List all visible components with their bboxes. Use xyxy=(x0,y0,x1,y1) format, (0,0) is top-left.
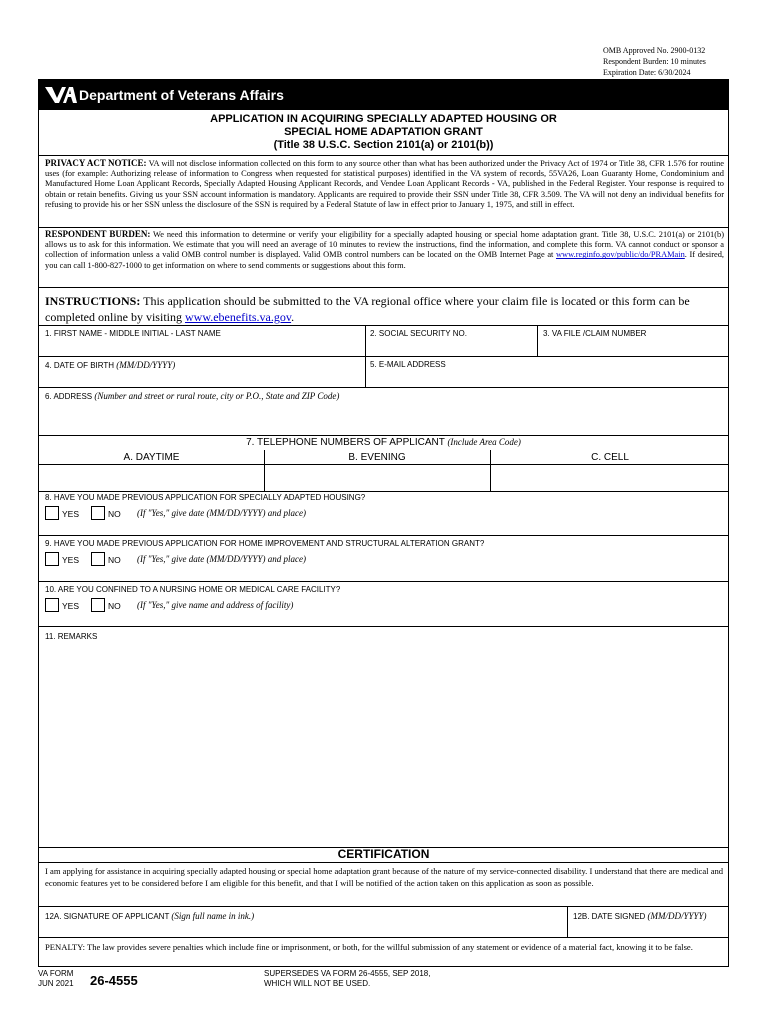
ebenefits-link[interactable]: www.ebenefits.va.gov xyxy=(184,310,292,324)
q9-hint: (If "Yes," give date (MM/DD/YYYY) and place) xyxy=(137,554,306,564)
divider xyxy=(39,906,728,907)
signature-field[interactable] xyxy=(45,911,254,921)
cell-phone-field[interactable]: C. CELL xyxy=(591,452,629,463)
email-field[interactable]: 5. E-MAIL ADDRESS xyxy=(370,360,446,369)
omb-approved: OMB Approved No. 2900-0132 xyxy=(603,46,706,55)
omb-info xyxy=(603,45,706,78)
q8-yes-checkbox[interactable] xyxy=(45,506,59,520)
divider xyxy=(537,325,538,356)
date-signed-field[interactable] xyxy=(573,911,707,921)
supersedes-line-2: WHICH WILL NOT BE USED. xyxy=(264,979,371,988)
q8-no-label: NO xyxy=(108,509,121,519)
form-number: 26-4555 xyxy=(90,973,138,988)
penalty-notice: PENALTY: The law provides severe penalties which include fine or imprisonment, or both, for the willful submission of any statement or evidence of a material fact, knowing it to be false. xyxy=(45,942,693,952)
divider xyxy=(39,227,728,228)
burden-text: We need this information to determine or verify your eligibility for a specially adapted housing or special home adaptation grant. Title 38, U.S.C. 2101(a) or 2101(b) allows us to ask for this information. We estimate that you will need an average of 10 minutes to review the instructions, find the information, and complete this form. VA cannot conduct or sponsor a collection of information unless a valid OMB control number is displayed. Valid OMB control numbers can be located on the OMB Internet Page at xyxy=(45,230,724,260)
q10-yes-label: YES xyxy=(62,601,80,611)
divider xyxy=(567,906,568,937)
divider xyxy=(39,356,728,357)
omb-burden: Respondent Burden: 10 minutes xyxy=(603,57,706,66)
divider xyxy=(39,581,728,582)
certification-title: CERTIFICATION xyxy=(337,847,430,861)
instructions-lead: INSTRUCTIONS: xyxy=(45,294,141,308)
burden-lead: RESPONDENT BURDEN: xyxy=(45,229,151,239)
certification-text: I am applying for assistance in acquiring specially adapted housing or special home adaptation grant because of the nature of my service-connected disability. I understand that there are medical and economic features yet to be considered before I am eligible for this benefit, and that I will be notified of the action taken on this application as soon as possible. xyxy=(45,866,724,888)
q9-no-label: NO xyxy=(108,555,121,565)
va-logo-text: VA xyxy=(43,83,45,84)
q10-yes-checkbox[interactable] xyxy=(45,598,59,612)
title-line-1: APPLICATION IN ACQUIRING SPECIALLY ADAPTED HOUSING OR xyxy=(210,113,557,125)
divider xyxy=(39,937,728,938)
dob-label: 4. DATE OF BIRTH xyxy=(45,361,117,370)
va-file-field[interactable]: 3. VA FILE /CLAIM NUMBER xyxy=(543,329,647,338)
q9-yes-label: YES xyxy=(62,555,80,565)
divider xyxy=(39,464,728,465)
department-name: Department of Veterans Affairs xyxy=(79,87,284,103)
divider xyxy=(39,325,728,326)
remarks-field[interactable]: 11. REMARKS xyxy=(45,632,98,641)
first-name-field[interactable]: 1. FIRST NAME - MIDDLE INITIAL - LAST NAME xyxy=(45,329,221,338)
address-field[interactable] xyxy=(45,391,339,401)
divider xyxy=(39,862,728,863)
privacy-lead: PRIVACY ACT NOTICE: xyxy=(45,158,147,168)
q10-no-label: NO xyxy=(108,601,121,611)
ssn-field[interactable]: 2. SOCIAL SECURITY NO. xyxy=(370,329,467,338)
form-date: JUN 2021 xyxy=(38,979,74,988)
divider xyxy=(39,435,728,436)
burden-text-2: . If desired, you can call 1-800-827-1000 to get information on where to send comments or suggestions about this form. xyxy=(45,250,724,270)
date-signed-label: 12B. DATE SIGNED xyxy=(573,912,648,921)
divider xyxy=(39,287,728,288)
respondent-burden xyxy=(45,229,724,271)
phone-heading xyxy=(39,437,728,448)
phone-hint: (Include Area Code) xyxy=(447,437,521,447)
address-hint: (Number and street or rural route, city or P.O., State and ZIP Code) xyxy=(94,391,340,401)
divider xyxy=(39,535,728,536)
q9-yes-checkbox[interactable] xyxy=(45,552,59,566)
address-label: 6. ADDRESS xyxy=(45,392,95,401)
q8-yes-label: YES xyxy=(62,509,80,519)
question-9: 9. HAVE YOU MADE PREVIOUS APPLICATION FOR HOME IMPROVEMENT AND STRUCTURAL ALTERATION GRANT? xyxy=(45,539,485,548)
q8-no-checkbox[interactable] xyxy=(91,506,105,520)
instructions-text: This application should be submitted to the VA regional office where your claim file is located or this form can be completed online by visiting xyxy=(45,294,690,324)
signature-label: 12A. SIGNATURE OF APPLICANT xyxy=(45,912,172,921)
application-form xyxy=(38,79,729,967)
divider xyxy=(264,450,265,491)
dob-field[interactable] xyxy=(45,360,175,370)
omb-expiration: Expiration Date: 6/30/2024 xyxy=(603,68,691,77)
va-form-label: VA FORM xyxy=(38,969,74,978)
evening-phone-field[interactable]: B. EVENING xyxy=(348,452,406,463)
va-logo-icon xyxy=(43,83,77,107)
question-10: 10. ARE YOU CONFINED TO A NURSING HOME OR MEDICAL CARE FACILITY? xyxy=(45,585,341,594)
question-8: 8. HAVE YOU MADE PREVIOUS APPLICATION FOR SPECIALLY ADAPTED HOUSING? xyxy=(45,493,366,502)
supersedes-note xyxy=(264,969,430,989)
privacy-text: VA will not disclose information collected on this form to any source other than what has been authorized under the Privacy Act of 1974 or Title 38, CFR 1.576 for routine uses (for example: Authorizing release of information to Congress when requested for statistical purposes) identified in the VA system of records, 55VA26, Loan Guaranty Home, Condominium and Manufactured Home Loan Applicant Records, Specially Adapted Housing Applicant Records, and Vendee Loan Applicant Records - VA, published in the Federal Register. Your response is required to obtain or retain benefits. Giving us your SSN account information is mandatory. Applicants are required to provide their SSN under Title 38, CFR 3.509. The VA will not deny an individual benefits for refusing to provide his or her SSN unless the disclosure of the SSN is required by a Federal Statute of law in effect prior to January 1, 1975, and still in effect. xyxy=(45,159,724,209)
q9-no-checkbox[interactable] xyxy=(91,552,105,566)
supersedes-line-1: SUPERSEDES VA FORM 26-4555, SEP 2018, xyxy=(264,969,431,978)
title-line-2: SPECIAL HOME ADAPTATION GRANT xyxy=(284,126,483,138)
daytime-phone-field[interactable]: A. DAYTIME xyxy=(123,452,180,463)
q8-hint: (If "Yes," give date (MM/DD/YYYY) and place) xyxy=(137,508,306,518)
title-line-3: (Title 38 U.S.C. Section 2101(a) or 2101(b)) xyxy=(273,139,494,151)
q10-no-checkbox[interactable] xyxy=(91,598,105,612)
form-id xyxy=(38,969,74,989)
instructions-end: . xyxy=(291,310,295,324)
instructions xyxy=(45,293,724,325)
date-signed-hint: (MM/DD/YYYY) xyxy=(647,911,707,921)
phone-label: 7. TELEPHONE NUMBERS OF APPLICANT xyxy=(246,437,448,448)
divider xyxy=(39,491,728,492)
signature-hint: (Sign full name in ink.) xyxy=(171,911,255,921)
divider xyxy=(39,387,728,388)
form-title xyxy=(39,110,728,156)
divider xyxy=(39,626,728,627)
q10-hint: (If "Yes," give name and address of facility) xyxy=(137,600,294,610)
privacy-act-notice xyxy=(45,158,724,210)
reginfo-link[interactable]: www.reginfo.gov/public/do/PRAMain xyxy=(556,250,685,260)
dob-hint: (MM/DD/YYYY) xyxy=(116,360,176,370)
header-bar xyxy=(39,80,728,110)
divider xyxy=(490,450,491,491)
